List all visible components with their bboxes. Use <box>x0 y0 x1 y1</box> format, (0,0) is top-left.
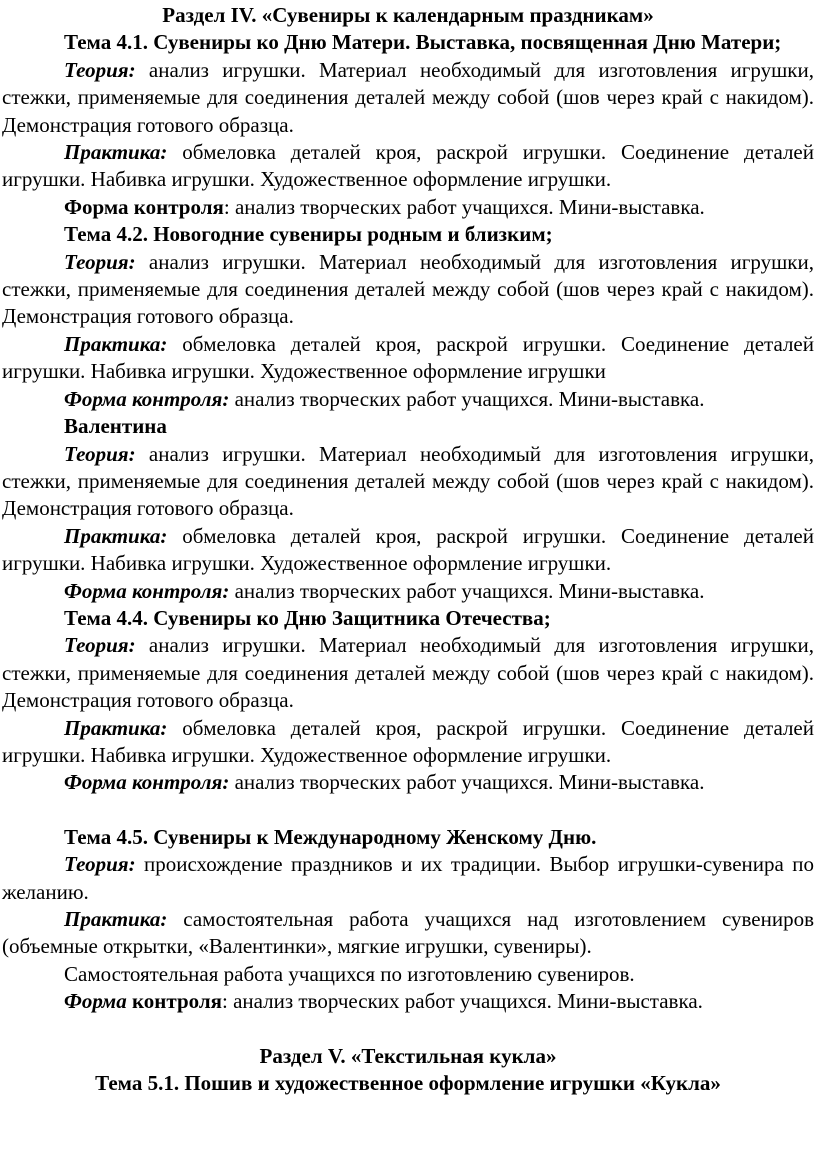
topic-4-3-practice <box>2 523 814 578</box>
practice-text: обмеловка деталей кроя, раскрой игрушки. Соединение деталей игрушки. Набивка игрушки. Художественное оформление игрушки. <box>2 523 814 576</box>
theory-label: Теория: <box>64 441 136 466</box>
topic-4-5-title: Тема 4.5. Сувениры к Международному Женскому Дню. <box>64 824 597 849</box>
topic-4-5-practice <box>2 906 814 961</box>
practice-label: Практика: <box>64 140 168 165</box>
practice-text: самостоятельная работа учащихся над изготовлением сувениров (объемные открытки, «Валентинки», мягкие игрушки, сувениры). <box>2 907 814 959</box>
topic-4-5-control <box>2 988 814 1015</box>
topic-4-3-theory <box>2 441 814 523</box>
topic-4-1-title: Тема 4.1. Сувениры ко Дню Матери. Выставка, посвященная Дню Матери; <box>64 30 782 55</box>
control-text: анализ творческих работ учащихся. Мини-выставка. <box>229 770 705 795</box>
control-text: : анализ творческих работ учащихся. Мини-выставка. <box>223 194 705 219</box>
topic-4-1-control <box>2 194 814 221</box>
topic-4-2-title: Тема 4.2. Новогодние сувениры родным и близким; <box>64 222 553 247</box>
control-text: анализ творческих работ учащихся. Мини-выставка. <box>229 578 705 603</box>
topic-4-4-theory <box>2 632 814 714</box>
practice-label: Практика: <box>64 331 168 356</box>
control-text: анализ творческих работ учащихся. Мини-выставка. <box>229 386 705 411</box>
theory-text: происхождение праздников и их традиции. Выбор игрушки-сувенира по желанию. <box>2 852 814 904</box>
control-label: Форма контроля: <box>64 386 230 411</box>
control-text: : анализ творческих работ учащихся. Мини-выставка. <box>222 989 703 1014</box>
practice-text: обмеловка деталей кроя, раскрой игрушки. Соединение деталей игрушки. Набивка игрушки. Художественное оформление игрушки. <box>2 715 814 767</box>
topic-4-3-control <box>2 578 814 605</box>
control-label: Форма контроля: <box>64 578 230 603</box>
practice-label: Практика: <box>64 907 168 931</box>
theory-text: анализ игрушки. Материал необходимый для изготовления игрушки, стежки, применяемые для соединения деталей между собой (шов через край с накидом). Демонстрация готового образца. <box>2 249 814 329</box>
topic-4-5-extra: Самостоятельная работа учащихся по изготовлению сувениров. <box>64 961 635 986</box>
topic-4-5-theory <box>2 851 814 906</box>
topic-4-2-control <box>2 386 814 413</box>
control-label: Форма контроля: <box>64 770 230 795</box>
control-label-bold: контроля <box>126 989 222 1014</box>
section-5-title: Раздел V. «Текстильная кукла» <box>259 1043 557 1068</box>
topic-4-2-theory <box>2 249 814 331</box>
blank-line <box>2 1016 814 1043</box>
control-label: Форма контроля <box>64 194 224 219</box>
blank-line <box>2 797 814 824</box>
theory-label: Теория: <box>64 57 136 82</box>
practice-text: обмеловка деталей кроя, раскрой игрушки. Соединение деталей игрушки. Набивка игрушки. Художественное оформление игрушки <box>2 331 814 384</box>
theory-text: анализ игрушки. Материал необходимый для изготовления игрушки, стежки, применяемые для соединения деталей между собой (шов через край с накидом). Демонстрация готового образца. <box>2 57 814 137</box>
topic-5-1-title: Тема 5.1. Пошив и художественное оформление игрушки «Кукла» <box>95 1071 721 1096</box>
theory-text: анализ игрушки. Материал необходимый для изготовления игрушки, стежки, применяемые для соединения деталей между собой (шов через край с накидом). Демонстрация готового образца. <box>2 441 814 521</box>
topic-4-4-title: Тема 4.4. Сувениры ко Дню Защитника Отечества; <box>64 605 551 630</box>
topic-4-3-title: Валентина <box>64 414 167 439</box>
theory-label: Теория: <box>64 852 136 877</box>
topic-4-4-control <box>2 769 814 796</box>
theory-text: анализ игрушки. Материал необходимый для изготовления игрушки, стежки, применяемые для соединения деталей между собой (шов через край с накидом). Демонстрация готового образца. <box>2 633 814 713</box>
topic-4-2-practice <box>2 331 814 386</box>
theory-label: Теория: <box>64 633 136 658</box>
practice-label: Практика: <box>64 523 168 548</box>
theory-label: Теория: <box>64 249 136 274</box>
topic-4-1-theory <box>2 57 814 139</box>
practice-label: Практика: <box>64 715 168 740</box>
section-4-title: Раздел IV. «Сувениры к календарным праздникам» <box>162 3 654 27</box>
control-label-italic: Форма <box>64 989 127 1014</box>
practice-text: обмеловка деталей кроя, раскрой игрушки. Соединение деталей игрушки. Набивка игрушки. Художественное оформление игрушки. <box>2 140 814 192</box>
topic-4-4-practice <box>2 715 814 770</box>
topic-4-1-practice <box>2 139 814 194</box>
